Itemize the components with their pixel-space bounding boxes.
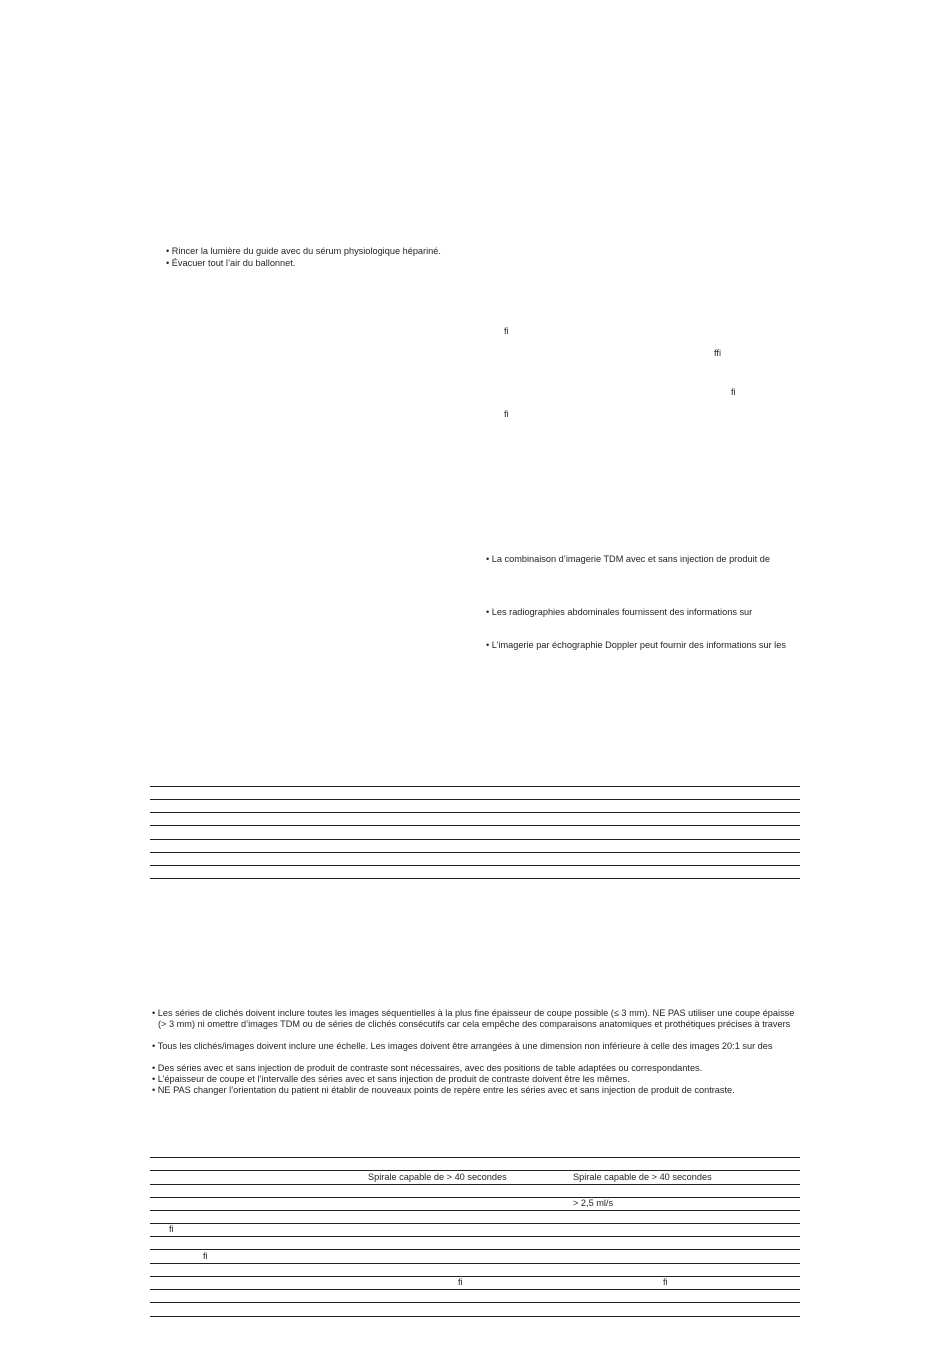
table-rule bbox=[150, 1197, 800, 1198]
table-rule bbox=[150, 852, 800, 853]
guideline-bullet-series: • Les séries de clichés doivent inclure toutes les images séquentielles à la plus fine épaisseur de coupe possible (≤ 3 mm). NE PAS utiliser une coupe épaisse bbox=[152, 1008, 795, 1018]
table-rule bbox=[150, 839, 800, 840]
table-rule bbox=[150, 812, 800, 813]
ligature-mark: fi bbox=[731, 387, 736, 397]
table-rule bbox=[150, 1236, 800, 1237]
imaging-bullet-ct: • La combinaison d’imagerie TDM avec et sans injection de produit de bbox=[486, 554, 770, 564]
imaging-bullet-xray: • Les radiographies abdominales fournissent des informations sur bbox=[486, 607, 753, 617]
table-rule bbox=[150, 1302, 800, 1303]
table-rule bbox=[150, 1184, 800, 1185]
guideline-bullet-scale: • Tous les clichés/images doivent inclure une échelle. Les images doivent être arrangées à une dimension non inférieure à celle des images 20:1 sur des bbox=[152, 1041, 773, 1051]
table-cell-spiral: Spirale capable de > 40 secondes bbox=[368, 1172, 507, 1182]
table-cell-ligature: fi bbox=[458, 1277, 463, 1287]
guideline-bullet-contrast: • Des séries avec et sans injection de produit de contraste sont nécessaires, avec des positions de table adaptées ou correspondantes. bbox=[152, 1063, 703, 1073]
table-rule bbox=[150, 1276, 800, 1277]
guideline-bullet-orientation: • NE PAS changer l’orientation du patient ni établir de nouveaux points de repère entre les séries avec et sans injection de produit de contraste. bbox=[152, 1085, 735, 1095]
prep-bullet-rinse: • Rincer la lumière du guide avec du sérum physiologique hépariné. bbox=[166, 246, 441, 256]
imaging-bullet-doppler: • L’imagerie par échographie Doppler peut fournir des informations sur les bbox=[486, 640, 786, 650]
table-cell-spiral: Spirale capable de > 40 secondes bbox=[573, 1172, 712, 1182]
table-rule bbox=[150, 1249, 800, 1250]
table-rule bbox=[150, 1289, 800, 1290]
table-rule bbox=[150, 1223, 800, 1224]
guideline-bullet-series-cont: (> 3 mm) ni omettre d’images TDM ou de séries de clichés consécutifs car cela empêche des comparaisons anatomiques et prothétiques précises à travers bbox=[158, 1019, 791, 1029]
table-rule bbox=[150, 786, 800, 787]
table-rule bbox=[150, 1210, 800, 1211]
table-cell-ligature: fi bbox=[663, 1277, 668, 1287]
guideline-bullet-thickness: • L’épaisseur de coupe et l’intervalle des séries avec et sans injection de produit de contraste doivent être les mêmes. bbox=[152, 1074, 630, 1084]
ligature-mark: ffi bbox=[714, 348, 721, 358]
table-rule bbox=[150, 1170, 800, 1171]
table-rule bbox=[150, 878, 800, 879]
table-rule bbox=[150, 799, 800, 800]
table-rule bbox=[150, 1157, 800, 1158]
table-rule bbox=[150, 865, 800, 866]
ligature-mark: fi bbox=[504, 409, 509, 419]
table-cell-ligature: fi bbox=[169, 1224, 174, 1234]
table-rule bbox=[150, 825, 800, 826]
table-cell-ligature: fi bbox=[203, 1251, 208, 1261]
prep-bullet-evacuate: • Évacuer tout l’air du ballonnet. bbox=[166, 258, 296, 268]
table-rule bbox=[150, 1263, 800, 1264]
ligature-mark: fi bbox=[504, 326, 509, 336]
table-rule bbox=[150, 1316, 800, 1317]
table-cell-rate: > 2,5 ml/s bbox=[573, 1198, 614, 1208]
